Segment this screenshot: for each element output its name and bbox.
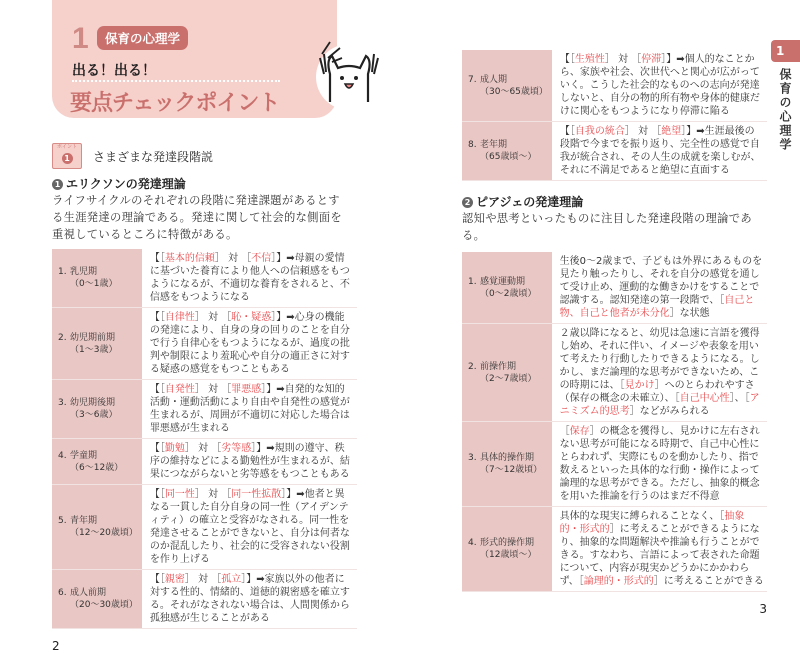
description-text: ］】➡母親の愛情に基づいた養育により他人への信頼感をもつようになるが、不適切な養育をされると、不信感をもつようになる bbox=[149, 253, 350, 303]
stage-description bbox=[552, 252, 767, 324]
stage-number: 2. bbox=[468, 361, 477, 372]
stage-age: （1〜3歳） bbox=[70, 344, 118, 355]
stage-cell bbox=[462, 252, 552, 324]
stage-name: 成人前期 bbox=[70, 588, 107, 598]
stage-description bbox=[142, 570, 357, 629]
number-circle-icon: 1 bbox=[52, 179, 63, 190]
stage-description bbox=[552, 50, 767, 122]
description-text: 【［ bbox=[149, 312, 165, 323]
description-text: 具体的な現実に縛られることなく、［ bbox=[559, 511, 725, 522]
stage-name: 形式的操作期 bbox=[480, 538, 535, 548]
piaget-heading-text: ピアジェの発達理論 bbox=[476, 195, 584, 209]
page-number-left: 2 bbox=[52, 639, 60, 653]
description-text: ］などがみられる bbox=[629, 406, 710, 417]
table-row bbox=[52, 439, 357, 485]
stage-cell bbox=[52, 485, 142, 570]
key-term: 親密 bbox=[164, 574, 185, 585]
key-term: 絶望 bbox=[661, 126, 682, 137]
stage-age: （2〜7歳頃） bbox=[480, 373, 537, 384]
stage-age: （7〜12歳頃） bbox=[480, 465, 543, 475]
stage-name: 乳児期 bbox=[70, 267, 98, 277]
erikson-table-1 bbox=[52, 249, 357, 629]
key-term: 自発性 bbox=[164, 384, 195, 395]
description-text: ］】➡家族以外の他者に対する性的、情緒的、道徳的親密感を確立する。それがなされない場合は、人間関係から孤独感が生じることがある bbox=[149, 574, 350, 624]
description-text: ］ 対 ［ bbox=[194, 312, 232, 323]
section-header bbox=[52, 143, 213, 169]
piaget-table bbox=[462, 252, 767, 592]
stage-name: 幼児期前期 bbox=[70, 332, 116, 343]
description-text: ］な状態 bbox=[669, 308, 710, 319]
key-term: 基本的信頼 bbox=[164, 253, 215, 264]
description-text: ］】➡個人的なことから、家族や社会、次世代へと関心が広がっていく。こうした社会的なものへの志向が発達しないと、自分の物的所有物や身体的健康だけに関心をもつようになり停滞に陥る bbox=[559, 54, 760, 117]
key-term: 自律性 bbox=[164, 312, 195, 323]
key-term: 恥・疑惑 bbox=[231, 312, 272, 323]
side-tab-number: 1 bbox=[771, 40, 800, 62]
description-text: ］】➡心身の機能の発達により、自身の身の回りのことを自分で行う自律心をもつようになるが、過度の批判や制限により羞恥心や自分の適正さに対する疑惑の感覚をもつこともある bbox=[149, 312, 350, 375]
stage-description bbox=[142, 249, 357, 308]
stage-name: 幼児期後期 bbox=[70, 398, 116, 408]
stage-cell bbox=[52, 439, 142, 485]
description-text: 【［ bbox=[149, 384, 165, 395]
stage-description bbox=[552, 422, 767, 507]
stage-number: 1. bbox=[58, 267, 67, 277]
description-text: 【［ bbox=[559, 126, 575, 137]
stage-number: 6. bbox=[58, 588, 67, 598]
stage-age: （65歳頃〜） bbox=[480, 152, 537, 162]
description-text: ］ 対 ［ bbox=[194, 384, 232, 395]
description-text: 【［ bbox=[149, 489, 165, 500]
description-text: ］の概念を獲得し、見かけに左右されない思考が可能になる時期で、自己中心性にとらわれず、実際にものを動かしたり、指で数えるといった具体的な行動・操作によって論理的な思考ができる。ただし、抽象的概念を用いた推論を行うのはまだ不得意 bbox=[559, 426, 760, 502]
description-text: ］ 対 ［ bbox=[184, 574, 222, 585]
key-term: 孤立 bbox=[221, 574, 242, 585]
key-term: 同一性 bbox=[164, 489, 195, 500]
key-term: アニミズム的思考 bbox=[559, 393, 760, 417]
chapter-header bbox=[52, 0, 337, 118]
stage-age: （12〜20歳頃） bbox=[70, 528, 138, 538]
piaget-heading bbox=[462, 195, 583, 210]
key-term: 見かけ bbox=[624, 380, 655, 391]
stage-cell bbox=[52, 380, 142, 439]
description-text: ２歳以降になると、幼児は急速に言語を獲得し始め、それに伴い、イメージや表象を用いて考えたり行動したりできるようになる。しかし、まだ論理的な思考ができないため、この時期には、［ bbox=[559, 328, 760, 391]
tagline: 出る！出る！ bbox=[72, 63, 156, 79]
key-term: 不信 bbox=[251, 253, 272, 264]
erikson-table-2 bbox=[462, 50, 767, 181]
table-row bbox=[462, 324, 767, 422]
stage-description bbox=[552, 122, 767, 181]
right-page bbox=[400, 0, 800, 616]
stage-age: （12歳頃〜） bbox=[480, 550, 537, 560]
page-number-right: 3 bbox=[759, 602, 767, 616]
stage-name: 具体的操作期 bbox=[480, 453, 535, 463]
stage-description bbox=[552, 507, 767, 592]
stage-cell bbox=[52, 570, 142, 629]
description-text: 【［ bbox=[149, 574, 165, 585]
stage-name: 老年期 bbox=[480, 140, 508, 150]
erikson-heading-text: エリクソンの発達理論 bbox=[66, 177, 186, 191]
description-text: ］ 対 ［ bbox=[624, 126, 662, 137]
description-text: 【［ bbox=[559, 54, 575, 65]
right-content bbox=[462, 50, 767, 616]
description-text: ］へのとらわれやすさ（保存の概念の未確立）、［ bbox=[559, 380, 755, 404]
page-title: 要点チェックポイント bbox=[70, 91, 280, 116]
stage-name: 感覚運動期 bbox=[480, 276, 526, 287]
description-text: ］】➡他者と異なる一貫した自分自身の同一性（アイデンティティ）の確立と受容がなされる。同一性を発達させることができないと、自分は何者なのか混乱したり、社会的に受容されない役割を作り上げる bbox=[149, 489, 350, 565]
key-term: 論理的・形式的 bbox=[583, 576, 654, 587]
stage-description bbox=[142, 380, 357, 439]
stage-age: （0〜2歳頃） bbox=[480, 288, 537, 299]
key-term: 自己と物、自己と他者が未分化 bbox=[559, 295, 755, 319]
description-text: 【［ bbox=[149, 443, 165, 454]
stage-number: 7. bbox=[468, 74, 477, 85]
erikson-heading bbox=[52, 177, 186, 192]
point-badge-number: 1 bbox=[62, 153, 73, 164]
table-row bbox=[52, 380, 357, 439]
stage-number: 3. bbox=[58, 398, 67, 408]
description-text: ］ 対 ［ bbox=[184, 443, 222, 454]
table-row bbox=[52, 485, 357, 570]
stage-number: 1. bbox=[468, 276, 477, 287]
stage-cell bbox=[462, 50, 552, 122]
description-text: ］ 対 ［ bbox=[604, 54, 642, 65]
key-term: 自我の統合 bbox=[574, 126, 625, 137]
stage-age: （3〜6歳） bbox=[70, 410, 118, 420]
key-term: 停滞 bbox=[641, 54, 662, 65]
table-row bbox=[52, 570, 357, 629]
stage-number: 5. bbox=[58, 516, 67, 526]
left-content bbox=[52, 143, 357, 653]
table-row bbox=[462, 50, 767, 122]
point-badge bbox=[52, 143, 82, 169]
section-title: さまざまな発達段階説 bbox=[93, 149, 214, 164]
stage-age: （30〜65歳頃） bbox=[480, 86, 548, 97]
description-text: ］ 対 ［ bbox=[214, 253, 252, 264]
stage-description bbox=[142, 485, 357, 570]
emphasis-lines-icon bbox=[318, 38, 344, 64]
stage-age: （20〜30歳頃） bbox=[70, 600, 138, 610]
stage-name: 成人期 bbox=[480, 74, 508, 85]
key-term: 保存 bbox=[569, 426, 590, 437]
stage-number: 4. bbox=[58, 450, 67, 461]
description-text: ［ bbox=[559, 426, 570, 437]
key-term: 生殖性 bbox=[574, 54, 605, 65]
description-text: ］ 対 ［ bbox=[194, 489, 232, 500]
stage-description bbox=[142, 308, 357, 380]
stage-name: 学童期 bbox=[70, 450, 98, 461]
key-term: 自己中心性 bbox=[679, 393, 730, 404]
stage-age: （0〜1歳） bbox=[70, 279, 118, 289]
key-term: 勤勉 bbox=[164, 443, 185, 454]
number-circle-icon: 2 bbox=[462, 197, 473, 208]
chapter-side-tab[interactable] bbox=[771, 40, 800, 152]
description-text: ］】➡自発的な知的活動・運動活動により自由や自発性の感覚が生まれるが、周囲が不適切に対応した場合は罪悪感が生まれる bbox=[149, 384, 350, 434]
stage-number: 3. bbox=[468, 453, 477, 463]
stage-cell bbox=[52, 308, 142, 380]
stage-cell bbox=[462, 422, 552, 507]
stage-name: 青年期 bbox=[70, 516, 98, 526]
stage-cell bbox=[462, 122, 552, 181]
description-text: ］、［ bbox=[729, 393, 750, 404]
point-badge-label: ポイント bbox=[56, 144, 77, 150]
stage-number: 2. bbox=[58, 332, 67, 343]
table-row bbox=[52, 249, 357, 308]
chapter-title: 保育の心理学 bbox=[97, 26, 188, 50]
stage-age: （6〜12歳） bbox=[70, 462, 124, 473]
table-row bbox=[462, 422, 767, 507]
description-text: 生後0〜2歳まで、子どもは外界にあるものを見たり触ったりし、それを自分の感覚を通して受け止め、運動的な働きかけをすることで認識する。認知発達の第一段階で、［ bbox=[559, 256, 763, 306]
table-row bbox=[462, 507, 767, 592]
stage-cell bbox=[462, 507, 552, 592]
table-row bbox=[462, 252, 767, 324]
stage-number: 8. bbox=[468, 140, 477, 150]
side-tab-label: 保育の心理学 bbox=[778, 68, 792, 152]
key-term: 同一性拡散 bbox=[231, 489, 282, 500]
stage-name: 前操作期 bbox=[480, 361, 517, 372]
key-term: 抽象的・形式的 bbox=[559, 511, 745, 535]
key-term: 罪悪感 bbox=[231, 384, 262, 395]
table-row bbox=[52, 308, 357, 380]
chapter-number: 1 bbox=[72, 22, 89, 55]
description-text: ］】➡規則の遵守、秩序の維持などによる勤勉性が生まれるが、結果につながらないと劣等感をもつこともある bbox=[149, 443, 350, 480]
key-term: 劣等感 bbox=[221, 443, 252, 454]
description-text: ］】➡生涯最後の段階で今までを振り返り、完全性の感覚で自我が統合され、その人生の成就を楽しむが、それに不満足であると絶望に直面する bbox=[559, 126, 761, 176]
stage-description bbox=[142, 439, 357, 485]
erikson-intro: ライフサイクルのそれぞれの段階に発達課題があるとする生涯発達の理論である。発達に関して社会的な側面を重視しているところに特徴がある。 bbox=[52, 194, 342, 241]
description-text: 【［ bbox=[149, 253, 165, 264]
piaget-intro: 認知や思考といったものに注目した発達段階の理論である。 bbox=[462, 212, 752, 242]
stage-description bbox=[552, 324, 767, 422]
stage-cell bbox=[52, 249, 142, 308]
dotted-divider bbox=[72, 80, 280, 82]
description-text: ］に考えることができるようになり、抽象的な問題解決や推論も行うことができる。すなわち、言語によって表された命題について、内容が現実かどうかにかかわらず、［ bbox=[559, 524, 760, 587]
stage-cell bbox=[462, 324, 552, 422]
table-row bbox=[462, 122, 767, 181]
stage-number: 4. bbox=[468, 538, 477, 548]
description-text: ］に考えることができる bbox=[653, 576, 764, 587]
